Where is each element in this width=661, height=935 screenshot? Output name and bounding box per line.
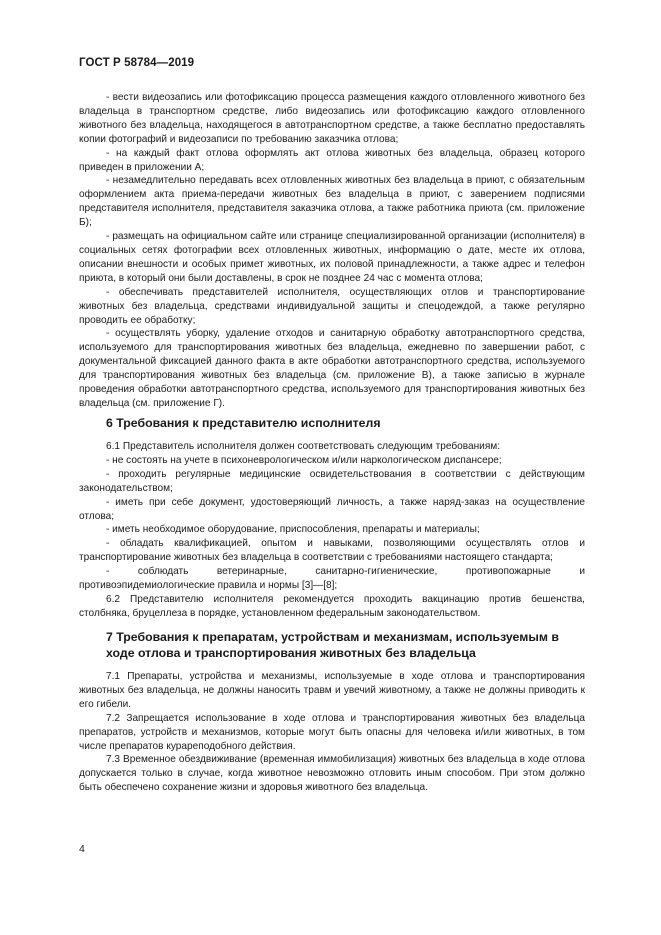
- standard-header: ГОСТ Р 58784—2019: [79, 57, 195, 69]
- page-number: 4: [79, 843, 85, 855]
- list-item: - обеспечивать представителей исполнителя, осуществляющих отлов и транспортирование животных без владельца, средствами индивидуальной защиты и спецодеждой, а также регулярно проводить ее обработку;: [79, 286, 585, 326]
- section-6-body: [79, 440, 585, 621]
- paragraph: 6.2 Представителю исполнителя рекомендуется проходить вакцинацию против бешенства, столбняка, бруцеллеза в порядке, установленном федеральным законодательством.: [79, 593, 585, 619]
- list-item: - размещать на официальном сайте или странице специализированной организации (исполнителя) в социальных сетях фотографии всех отловленных животных, информацию о дате, месте их отлова, описании внешности и особых примет животных, их половой принадлежности, а также адрес и телефон приюта, в который они были доставлены, в срок не позднее 24 час с момента отлова;: [79, 231, 585, 284]
- section-7-heading: 7 Требования к препаратам, устройствам и механизмам, используемым в ходе отлова и транспортирования животных без владельца: [106, 630, 559, 660]
- list-item: - обладать квалификацией, опытом и навыками, позволяющими осуществлять отлов и транспортирование животных без владельца в соответствии с требованиями настоящего стандарта;: [79, 538, 585, 564]
- paragraph: 6.1 Представитель исполнителя должен соответствовать следующим требованиям:: [106, 441, 501, 452]
- paragraph: 7.2 Запрещается использование в ходе отлова и транспортирования животных без владельца препаратов, устройств и механизмов, которые могут быть опасны для человека и/или животных, в том числе препаратов курареподобного действия.: [79, 712, 585, 752]
- section-6-heading: 6 Требования к представителю исполнителя: [106, 416, 381, 430]
- obligations-list: [79, 91, 585, 411]
- list-item: - иметь при себе документ, удостоверяющий личность, а также наряд-заказ на осуществление отлова;: [79, 496, 585, 522]
- list-item: - иметь необходимое оборудование, приспособления, препараты и материалы;: [106, 524, 480, 536]
- section-7-body: [79, 670, 585, 795]
- list-item: - вести видеозапись или фотофиксацию процесса размещения каждого отловленного животного без владельца в транспортном средстве, либо видеозапись или фотофиксацию каждого отловленного животного без владельца, находящегося в автотранспортном средстве, а также бесплатно предоставлять копии фотографий и видеозаписи по требованию заказчика отлова;: [79, 92, 585, 145]
- list-item: - осуществлять уборку, удаление отходов и санитарную обработку автотранспортного средства, используемого для транспортирования животных без владельца, ежедневно по завершении работ, с документальной фиксацией данного факта в акте обработки автотранспортного средства, используемого для транспортирования животных без владельца (см. приложение В), а также записью в журнале проведения обработки автотранспортного средства, используемого для транспортирования животных без владельца (см. приложение Г).: [79, 328, 585, 409]
- list-item: - на каждый факт отлова оформлять акт отлова животных без владельца, образец которого приведен в приложении А;: [79, 147, 585, 173]
- list-item: - не состоять на учете в психоневрологическом и/или наркологическом диспансере;: [106, 454, 502, 466]
- paragraph: 7.1 Препараты, устройства и механизмы, используемые в ходе отлова и транспортирования животных без владельца, не должны наносить травм и увечий животному, а также не должны приводить к его гибели.: [79, 671, 585, 710]
- list-item: - соблюдать ветеринарные, санитарно-гигиенические, противопожарные и противоэпидемиологические правила и нормы [3]—[8];: [79, 566, 585, 592]
- list-item: - проходить регулярные медицинские освидетельствования в соответствии с действующим законодательством;: [79, 468, 585, 494]
- paragraph: 7.3 Временное обездвиживание (временная иммобилизация) животных без владельца в ходе отлова допускается только в случае, когда животное невозможно отловить иным способом. При этом должно быть обеспечено сохранение жизни и здоровья животного без владельца.: [79, 754, 585, 794]
- list-item: - незамедлительно передавать всех отловленных животных без владельца в приют, с обязательным оформлением акта приема-передачи животных без владельца в приют, с заверением подписями представителя исполнителя, представителя заказчика отлова, а также работника приюта (см. приложение Б);: [79, 175, 585, 229]
